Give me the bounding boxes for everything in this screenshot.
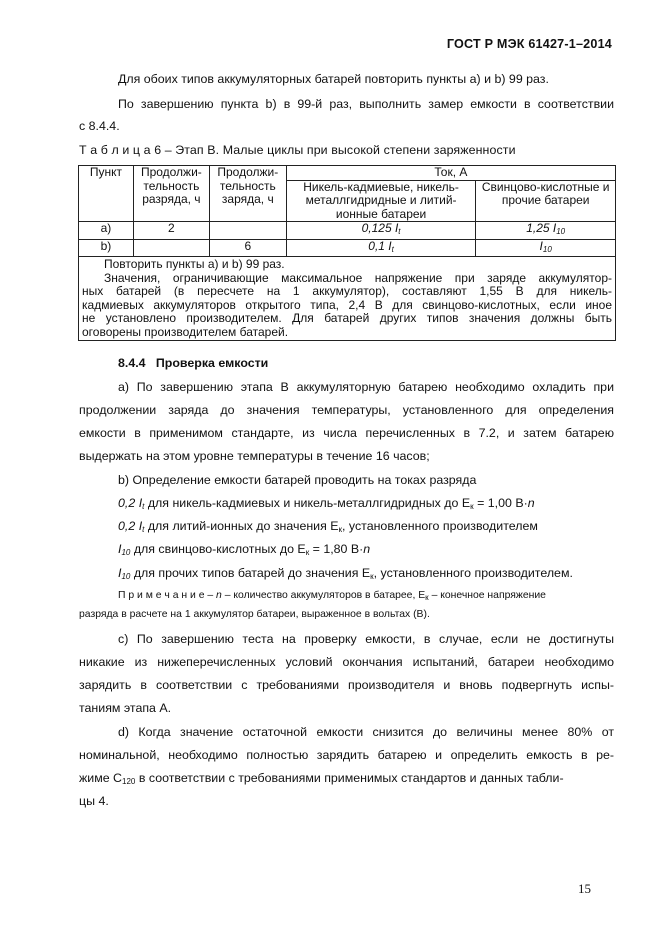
note-line-1: П р и м е ч а н и е – n – количество аккумуляторов в батарее, $Е_к$ – конечное напряжение (118, 590, 546, 602)
formula-line-1: 0,2 $I_t$ для никель-кадмиевых и никель-металлгидридных до $Е_к = 1,00$ В·n (118, 496, 535, 511)
para-d-line: жиме $С_{120}$ в соответствии с требованиями применимых стандартов и данных табли- (79, 771, 564, 786)
cell-point: b) (79, 239, 134, 257)
document-header: ГОСТ Р МЭК 61427-1–2014 (446, 37, 612, 51)
table-caption-text: 6 – Этап В. Малые циклы при высокой степени заряженности (154, 143, 516, 157)
table-6 (78, 165, 616, 341)
formula-line-4: $I_{10}$ для прочих типов батарей до значения $Е_к$, установленного производителем. (118, 566, 573, 581)
note-line: Значения, ограничивающие максимальное напряжение при заряде аккумулятор- (104, 270, 612, 285)
cell-lead-current: $I_{10}$ (476, 239, 616, 257)
header-discharge-duration: Продолжи-тельность разряда, ч (133, 166, 209, 222)
para-a-line: продолжении заряда до значения температуры, установленного для определения (79, 403, 614, 417)
para-d-line: цы 4. (79, 794, 109, 808)
header-charge-duration: Продолжи-тельность заряда, ч (209, 166, 286, 222)
table-notes (79, 257, 616, 341)
note-label: П р и м е ч а н и е – (118, 590, 214, 601)
section-number: 8.4.4 (118, 356, 146, 370)
note-line-2: разряда в расчете на 1 аккумулятор батареи, выраженное в вольтах (В). (79, 609, 430, 620)
intro-paragraph-2-line-1: По завершению пункта b) в 99-й раз, выполнить замер емкости в соответствии (118, 97, 614, 111)
header-nicd: Никель-кадмиевые, никель-металлгидридные и литий-ионные батареи (286, 180, 476, 222)
formula-line-3: $I_{10}$ для свинцово-кислотных до $Е_к = 1,80$ В·n (118, 542, 371, 557)
para-c-line: зарядить в соответствии с требованиями производителя и вновь подвергнуть испы- (79, 678, 614, 692)
header-current: Ток, А (286, 166, 615, 181)
para-b-line: b) Определение емкости батарей проводить на токах разряда (118, 473, 477, 487)
header-lead: Свинцово-кислотные и прочие батареи (476, 180, 616, 222)
intro-paragraph-1: Для обоих типов аккумуляторных батарей повторить пункты а) и b) 99 раз. (118, 72, 549, 86)
note-line: ных батарей (в пересчете на 1 аккумулятор), составляют 1,55 В для никель- (82, 284, 612, 298)
para-a-line: а) По завершению этапа В аккумуляторную батарею необходимо охладить при (118, 380, 614, 394)
header-point: Пункт (79, 166, 134, 222)
cell-charge: 6 (209, 239, 286, 257)
note-line: оговорены производителем батарей. (82, 324, 289, 339)
cell-discharge: 2 (133, 222, 209, 240)
para-c-line: никакие из нижеперечисленных условий окончания испытаний, батареи необходимо (79, 655, 614, 669)
table-caption-prefix: Т а б л и ц а (79, 143, 151, 157)
para-c-line: таниям этапа А. (79, 701, 172, 715)
cell-nicd-current: 0,1 $I_t$ (286, 239, 476, 257)
para-a-line: емкости в применимом стандарте, из числа перечисленных в 7.2, и затем батарею (79, 426, 614, 440)
para-c-line: с) По завершению теста на проверку емкости, в случае, если не достигнуты (118, 632, 614, 646)
note-repeat: Повторить пункты а) и b) 99 раз. (104, 257, 285, 271)
cell-discharge (133, 239, 209, 257)
table-row (79, 222, 616, 240)
section-title: Проверка емкости (155, 356, 269, 370)
formula-line-2: 0,2 $I_t$ для литий-ионных до значения $Е_к$, установленного производителем (118, 519, 538, 534)
note-line: не установлено производителем. Для батарей других типов значения должны быть (82, 311, 612, 325)
para-a-line: выдержать на этом уровне температуры в течение 16 часов; (79, 449, 430, 463)
section-heading (118, 356, 614, 370)
cell-nicd-current: 0,125 $I_t$ (286, 222, 476, 240)
cell-charge (209, 222, 286, 240)
note-line: кадмиевых аккумуляторов открытого типа, 2,4 В для свинцово-кислотных, если иное (82, 297, 612, 312)
para-d-line: номинальной, необходимо полностью зарядить батарею и определить емкость в ре- (79, 748, 614, 762)
table-row (79, 239, 616, 257)
table-caption (79, 143, 614, 157)
page-number: 15 (578, 881, 591, 896)
cell-point: а) (79, 222, 134, 240)
para-d-line: d) Когда значение остаточной емкости снизится до величины менее 80% от (118, 725, 614, 739)
cell-lead-current: 1,25 $I_{10}$ (476, 222, 616, 240)
intro-paragraph-2-line-2: с 8.4.4. (79, 119, 120, 133)
